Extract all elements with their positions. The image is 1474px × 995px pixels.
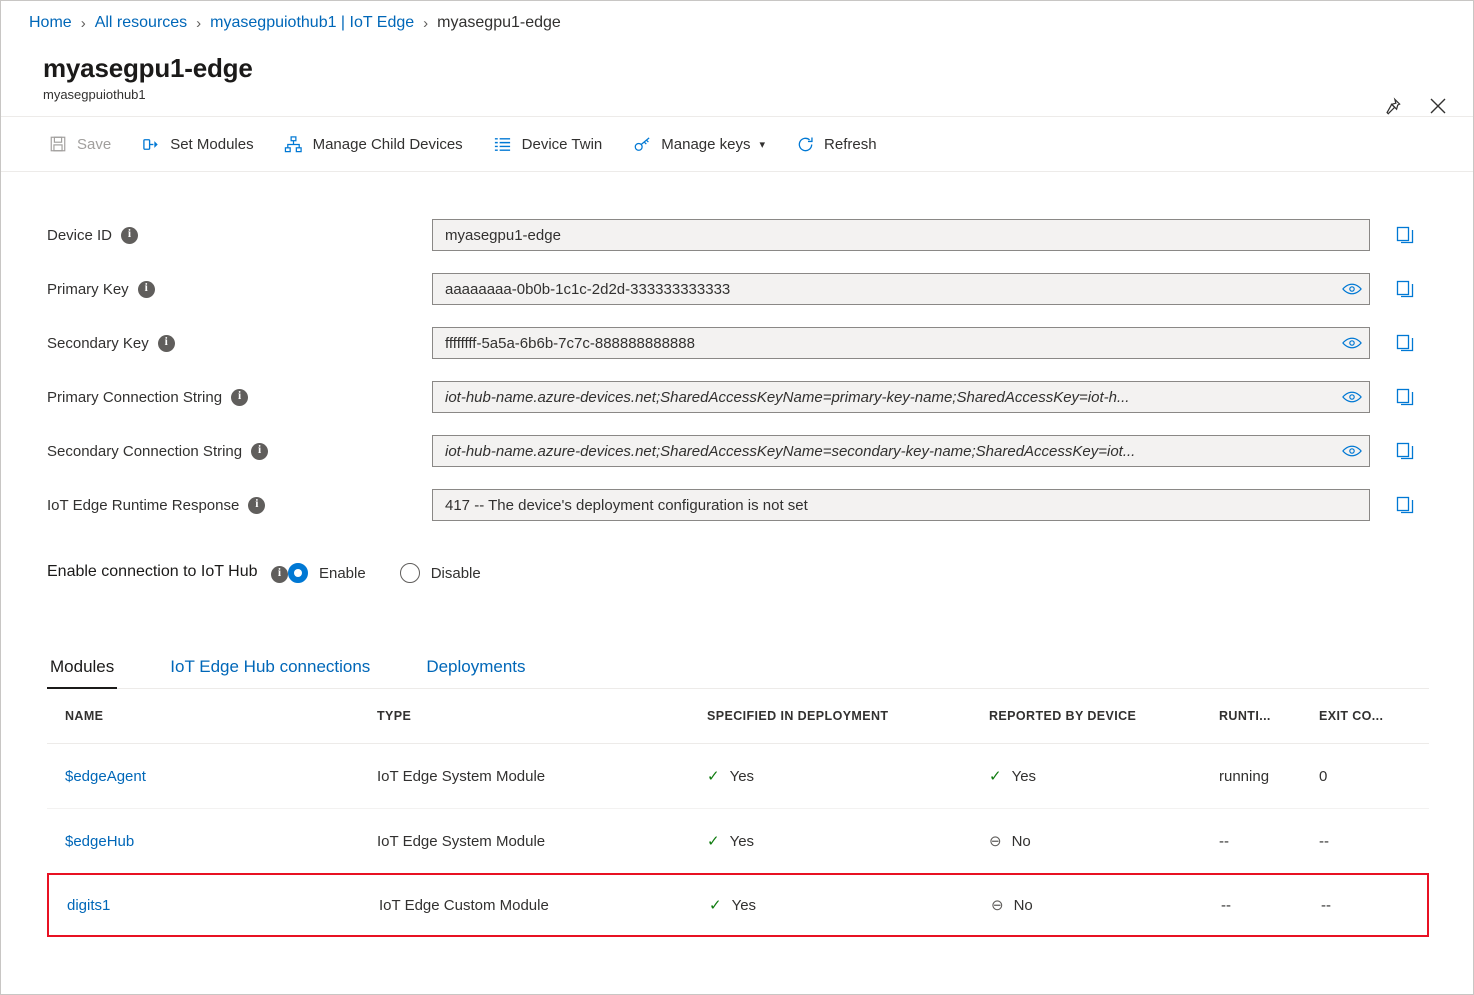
field-row-device-id — [1, 208, 1473, 262]
device-twin-button[interactable] — [482, 126, 614, 162]
device-details-form — [1, 172, 1473, 600]
cell-specified — [707, 832, 989, 850]
enable-connection-label: Enable connection to IoT Hub — [47, 563, 258, 581]
cell-exit-code: -- — [1319, 832, 1329, 850]
module-link[interactable]: $edgeHub — [65, 832, 135, 850]
cell-exit-code: 0 — [1319, 767, 1328, 785]
enable-connection-label-wrap — [47, 563, 288, 582]
runtime-response-value: 417 -- The device's deployment configuration is not set — [445, 496, 808, 514]
refresh-label: Refresh — [824, 135, 877, 153]
secondary-key-input[interactable] — [432, 327, 1370, 359]
blocked-icon: ⊖ — [989, 833, 1002, 850]
cell-reported-value: Yes — [1011, 767, 1037, 785]
blade-title-area — [1, 45, 1473, 116]
manage-child-devices-label: Manage Child Devices — [312, 135, 463, 153]
info-icon[interactable]: i — [158, 335, 175, 352]
key-icon — [632, 134, 652, 154]
cell-runtime: -- — [1221, 896, 1231, 914]
chevron-down-icon: ▾ — [759, 138, 766, 151]
cell-name — [49, 897, 379, 914]
show-password-icon[interactable] — [1335, 436, 1369, 466]
radio-disable-label: Disable — [430, 564, 481, 582]
cell-exit-code: -- — [1321, 896, 1331, 914]
breadcrumb — [1, 1, 1473, 45]
manage-keys-button[interactable] — [621, 126, 776, 162]
radio-enable-dot — [288, 563, 308, 583]
modules-table — [47, 689, 1429, 937]
blade-actions — [1379, 93, 1451, 119]
page-title: myasegpu1-edge — [43, 53, 253, 83]
refresh-icon — [795, 134, 815, 154]
table-row[interactable] — [47, 744, 1429, 809]
table-row[interactable] — [47, 809, 1429, 874]
show-password-icon[interactable] — [1335, 328, 1369, 358]
info-icon[interactable]: i — [138, 281, 155, 298]
cell-specified-value: Yes — [729, 767, 755, 785]
runtime-response-label-wrap — [47, 497, 432, 514]
info-icon[interactable]: i — [271, 566, 288, 583]
copy-icon[interactable] — [1392, 330, 1418, 356]
secondary-key-label: Secondary Key — [47, 334, 149, 352]
column-header-specified[interactable]: SPECIFIED IN DEPLOYMENT — [707, 709, 889, 723]
primary-key-label: Primary Key — [47, 280, 129, 298]
column-header-exit-code[interactable]: EXIT CO... — [1319, 709, 1384, 723]
check-icon: ✓ — [709, 897, 722, 914]
cell-reported-value: No — [1013, 896, 1033, 914]
radio-disable[interactable] — [400, 563, 481, 583]
tab-modules[interactable] — [47, 657, 117, 688]
set-modules-label: Set Modules — [170, 135, 254, 153]
check-icon: ✓ — [989, 768, 1002, 785]
primary-key-value: aaaaaaaa-0b0b-1c1c-2d2d-333333333333 — [445, 280, 731, 298]
breadcrumb-item-iot-edge[interactable]: myasegpuiothub1 | IoT Edge — [210, 14, 415, 31]
breadcrumb-separator: › — [423, 14, 429, 32]
pin-icon[interactable] — [1379, 93, 1405, 119]
radio-enable[interactable] — [288, 563, 366, 583]
save-icon — [48, 134, 68, 154]
set-modules-button[interactable] — [130, 126, 264, 162]
primary-key-input[interactable] — [432, 273, 1370, 305]
field-row-primary-key — [1, 262, 1473, 316]
breadcrumb-item-current: myasegpu1-edge — [437, 14, 561, 31]
show-password-icon[interactable] — [1335, 274, 1369, 304]
field-row-enable-connection — [1, 546, 1473, 600]
runtime-response-label: IoT Edge Runtime Response — [47, 496, 240, 514]
device-twin-label: Device Twin — [521, 135, 603, 153]
column-header-reported[interactable]: REPORTED BY DEVICE — [989, 709, 1137, 723]
cell-reported — [989, 832, 1219, 850]
hierarchy-icon — [284, 134, 304, 154]
copy-icon[interactable] — [1392, 222, 1418, 248]
command-bar — [1, 116, 1473, 172]
secondary-connection-string-input[interactable] — [432, 435, 1370, 467]
breadcrumb-item-all-resources[interactable]: All resources — [94, 14, 188, 31]
breadcrumb-item-home[interactable]: Home — [29, 14, 72, 31]
breadcrumb-separator: › — [80, 14, 86, 32]
breadcrumb-separator: › — [196, 14, 202, 32]
radio-enable-label: Enable — [318, 564, 366, 582]
info-icon[interactable]: i — [231, 389, 248, 406]
cell-reported-value: No — [1011, 832, 1031, 850]
cell-specified-value: Yes — [729, 832, 755, 850]
tab-deployments[interactable] — [423, 657, 528, 688]
device-id-value: myasegpu1-edge — [445, 226, 561, 244]
tab-list — [47, 646, 1429, 689]
field-row-primary-connection-string — [1, 370, 1473, 424]
manage-keys-label: Manage keys — [661, 135, 751, 153]
secondary-connection-string-label: Secondary Connection String — [47, 442, 243, 460]
copy-icon[interactable] — [1392, 384, 1418, 410]
cell-runtime: running — [1219, 767, 1270, 785]
field-row-secondary-key — [1, 316, 1473, 370]
cell-type: IoT Edge System Module — [377, 767, 546, 785]
cell-type: IoT Edge Custom Module — [379, 896, 549, 914]
cell-reported — [989, 767, 1219, 785]
secondary-connection-string-label-wrap — [47, 443, 432, 460]
field-row-secondary-connection-string — [1, 424, 1473, 478]
save-button[interactable] — [37, 126, 122, 162]
cell-specified — [707, 767, 989, 785]
save-label: Save — [77, 135, 112, 153]
blocked-icon: ⊖ — [991, 897, 1004, 914]
primary-key-label-wrap — [47, 281, 432, 298]
check-icon: ✓ — [707, 768, 720, 785]
column-header-type[interactable]: TYPE — [377, 709, 412, 723]
cell-runtime: -- — [1219, 832, 1229, 850]
close-icon[interactable] — [1425, 93, 1451, 119]
column-header-runtime[interactable]: RUNTI... — [1219, 709, 1271, 723]
primary-connection-string-label: Primary Connection String — [47, 388, 223, 406]
device-id-input[interactable] — [432, 219, 1370, 251]
module-link[interactable]: $edgeAgent — [65, 767, 146, 785]
cell-specified-value: Yes — [731, 896, 757, 914]
cell-reported — [991, 896, 1221, 914]
cell-name — [47, 833, 377, 850]
cell-name — [47, 768, 377, 785]
device-id-label-wrap — [47, 227, 432, 244]
tab-modules-label: Modules — [50, 657, 115, 676]
refresh-button[interactable] — [784, 126, 888, 162]
secondary-connection-string-value: iot-hub-name.azure-devices.net;SharedAccessKeyName=secondary-key-name;SharedAccessKey=iot... — [445, 442, 1136, 460]
column-header-name[interactable]: NAME — [65, 709, 104, 723]
enable-connection-radio-group — [288, 563, 515, 583]
device-id-label: Device ID — [47, 226, 113, 244]
info-icon[interactable]: i — [248, 497, 265, 514]
primary-connection-string-value: iot-hub-name.azure-devices.net;SharedAccessKeyName=primary-key-name;SharedAccessKey=iot-h... — [445, 388, 1130, 406]
runtime-response-input[interactable] — [432, 489, 1370, 521]
page-subtitle: myasegpuiothub1 — [43, 87, 146, 102]
table-row[interactable] — [47, 873, 1429, 937]
info-icon[interactable]: i — [121, 227, 138, 244]
cell-type: IoT Edge System Module — [377, 832, 546, 850]
copy-icon[interactable] — [1392, 276, 1418, 302]
primary-connection-string-input[interactable] — [432, 381, 1370, 413]
show-password-icon[interactable] — [1335, 382, 1369, 412]
copy-icon[interactable] — [1392, 492, 1418, 518]
secondary-key-value: ffffffff-5a5a-6b6b-7c7c-888888888888 — [445, 334, 695, 352]
cell-specified — [709, 896, 991, 914]
primary-connection-string-label-wrap — [47, 389, 432, 406]
secondary-key-label-wrap — [47, 335, 432, 352]
module-link[interactable]: digits1 — [67, 896, 111, 914]
field-row-runtime-response — [1, 478, 1473, 532]
tab-iot-edge-hub-connections[interactable] — [167, 657, 373, 688]
list-icon — [493, 134, 513, 154]
tab-deployments-label: Deployments — [426, 657, 526, 676]
set-modules-icon — [141, 134, 161, 154]
copy-icon[interactable] — [1392, 438, 1418, 464]
tab-iot-edge-hub-connections-label: IoT Edge Hub connections — [170, 657, 371, 676]
table-header-row — [47, 689, 1429, 744]
radio-disable-dot — [400, 563, 420, 583]
check-icon: ✓ — [707, 833, 720, 850]
info-icon[interactable]: i — [251, 443, 268, 460]
manage-child-devices-button[interactable] — [273, 126, 474, 162]
